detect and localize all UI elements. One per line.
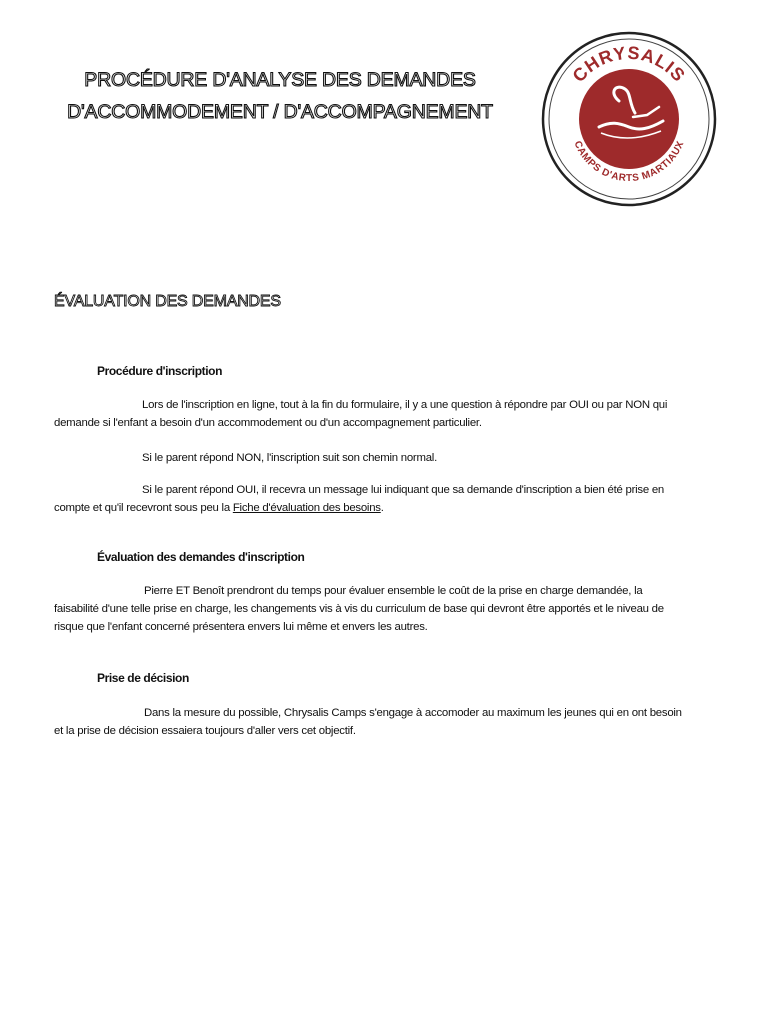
inscription-paragraph-3: Si le parent répond OUI, il recevra un message lui indiquant que sa demande d'inscription a bien été prise en compte et qu'il recevront sous peu la Fiche d'évaluation des besoins. xyxy=(54,484,665,514)
chrysalis-logo xyxy=(541,31,717,207)
inscription-paragraph-2: Si le parent répond NON, l'inscription suit son chemin normal. xyxy=(142,452,437,464)
section-title: ÉVALUATION DES DEMANDES xyxy=(54,293,281,310)
heading-inscription: Procédure d'inscription xyxy=(97,364,223,378)
document-title xyxy=(0,64,560,128)
logo-disc xyxy=(579,69,679,169)
heading-evaluation: Évaluation des demandes d'inscription xyxy=(97,550,305,564)
logo-top-text: CHRYSALIS xyxy=(568,42,690,86)
title-line-2: D'ACCOMMODEMENT / D'ACCOMPAGNEMENT xyxy=(67,101,493,123)
inscription-paragraph-1: Lors de l'inscription en ligne, tout à la fin du formulaire, il y a une question à répondre par OUI ou par NON qui demande si l'enfant a besoin d'un accommodement ou d'un accompagnement particulier. xyxy=(54,399,668,429)
heading-decision: Prise de décision xyxy=(97,671,189,685)
evaluation-paragraph: Pierre ET Benoît prendront du temps pour évaluer ensemble le coût de la prise en charge demandée, la faisabilité d'une telle prise en charge, les changements vis à vis du curriculum de base qui devront être apportés et le niveau de risque que l'enfant concerné présentera envers lui même et envers les autres. xyxy=(54,585,664,633)
decision-paragraph: Dans la mesure du possible, Chrysalis Camps s'engage à accomoder au maximum les jeunes qui en ont besoin et la prise de décision essaiera toujours d'aller vers cet objectif. xyxy=(54,707,682,737)
title-line-1: PROCÉDURE D'ANALYSE DES DEMANDES xyxy=(84,69,476,91)
logo-bottom-text: CAMPS D'ARTS MARTIAUX xyxy=(571,139,687,185)
fiche-evaluation-link[interactable]: Fiche d'évaluation des besoins xyxy=(232,502,381,514)
